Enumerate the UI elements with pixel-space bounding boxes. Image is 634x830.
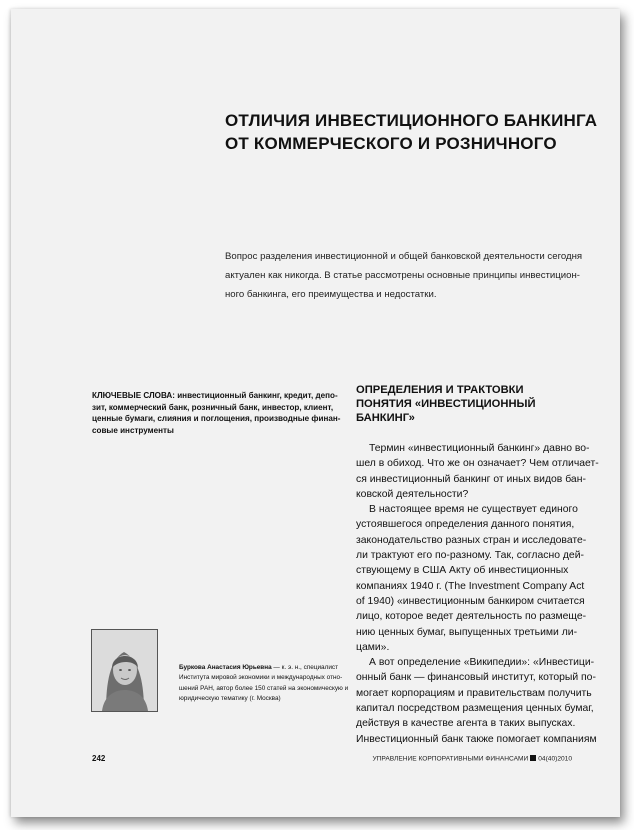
body-line: ли трактуют его по-разному. Так, согласно дей- — [356, 550, 584, 562]
author-bio-line: Института мировой экономики и международных отно- — [179, 674, 343, 682]
body-line: онный банк — финансовый институт, который по- — [356, 672, 596, 684]
body-line: компаниях 1940 г. (The Investment Company Act — [356, 580, 585, 592]
body-line: of 1940) «инвестиционным банкиром считается — [356, 595, 585, 607]
author-bio-line: юридическую тематику (г. Москва) — [179, 694, 281, 702]
section-heading-line: ОПРЕДЕЛЕНИЯ И ТРАКТОВКИ — [356, 384, 524, 396]
author-name: Буркова Анастасия Юрьевна — [179, 664, 272, 671]
body-line: В настоящее время не существует единого — [369, 504, 578, 516]
body-line: ся инвестиционный банкинг от иных видов бан- — [356, 473, 586, 485]
keywords-line: КЛЮЧЕВЫЕ СЛОВА: инвестиционный банкинг, кредит, депо- — [92, 391, 338, 400]
journal-issue: 04(40)2010 — [538, 755, 572, 763]
square-bullet-icon — [530, 755, 536, 761]
lead-line: ного банкинга, его преимущества и недостатки. — [225, 289, 437, 300]
body-line: Инвестиционный банк также помогает компаниям — [356, 733, 597, 745]
journal-page — [11, 9, 620, 817]
page-number: 242 — [92, 754, 106, 763]
section-heading-line: ПОНЯТИЯ «ИНВЕСТИЦИОННЫЙ — [356, 398, 536, 410]
author-photo — [91, 629, 158, 712]
keywords-block — [92, 390, 341, 436]
journal-name: УПРАВЛЕНИЕ КОРПОРАТИВНЫМИ ФИНАНСАМИ — [372, 755, 529, 763]
article-title-line: ОТЛИЧИЯ ИНВЕСТИЦИОННОГО БАНКИНГА — [225, 111, 598, 130]
author-bio — [179, 663, 349, 704]
body-line: капитал посредством размещения ценных бумаг, — [356, 703, 594, 715]
keywords-line: зит, коммерческий банк, розничный банк, инвестор, клиент, — [92, 402, 334, 412]
body-line: законодательство разных стран и исследовате- — [356, 534, 587, 546]
author-bio-text: — к. э. н., специалист — [271, 664, 339, 671]
section-heading-line: БАНКИНГ» — [356, 412, 415, 424]
body-line: ковской деятельности? — [356, 488, 469, 500]
article-title — [225, 109, 605, 155]
lead-line: Вопрос разделения инвестиционной и общей банковской деятельности сегодня — [225, 251, 583, 262]
body-line: лицо, которое ведет деятельность по размеще- — [356, 611, 587, 623]
body-line: устоявшегося определения данного понятия, — [356, 519, 575, 531]
author-portrait-image — [92, 630, 157, 711]
body-line: могает корпорациям и правительствам получить — [356, 687, 592, 699]
article-title-line: ОТ КОММЕРЧЕСКОГО И РОЗНИЧНОГО — [225, 134, 557, 153]
body-line: Термин «инвестиционный банкинг» давно во- — [369, 443, 590, 454]
body-line: шел в обиход. Что же он означает? Чем отличает- — [356, 458, 599, 470]
body-line: действуя в качестве агента в таких выпусках. — [356, 718, 576, 730]
body-line: нию ценных бумаг, выпущенных третьими ли- — [356, 626, 578, 638]
author-bio-line: шений РАН, автор более 150 статей на экономическую и — [179, 684, 349, 692]
body-line: ствующему в США Акту об инвестиционных — [356, 565, 569, 577]
section-heading — [356, 383, 606, 425]
article-lead — [225, 247, 620, 304]
keywords-line: ценные бумаги, слияния и поглощения, производные финан- — [92, 414, 341, 424]
keywords-line: совые инструменты — [92, 425, 174, 435]
body-line: А вот определение «Википедии»: «Инвестици- — [369, 657, 595, 669]
author-bio-line — [179, 663, 349, 673]
journal-footer — [372, 755, 572, 763]
article-body — [356, 441, 606, 747]
body-line: цами». — [356, 641, 390, 653]
lead-line: актуален как никогда. В статье рассмотрены основные принципы инвестицион- — [225, 270, 580, 281]
